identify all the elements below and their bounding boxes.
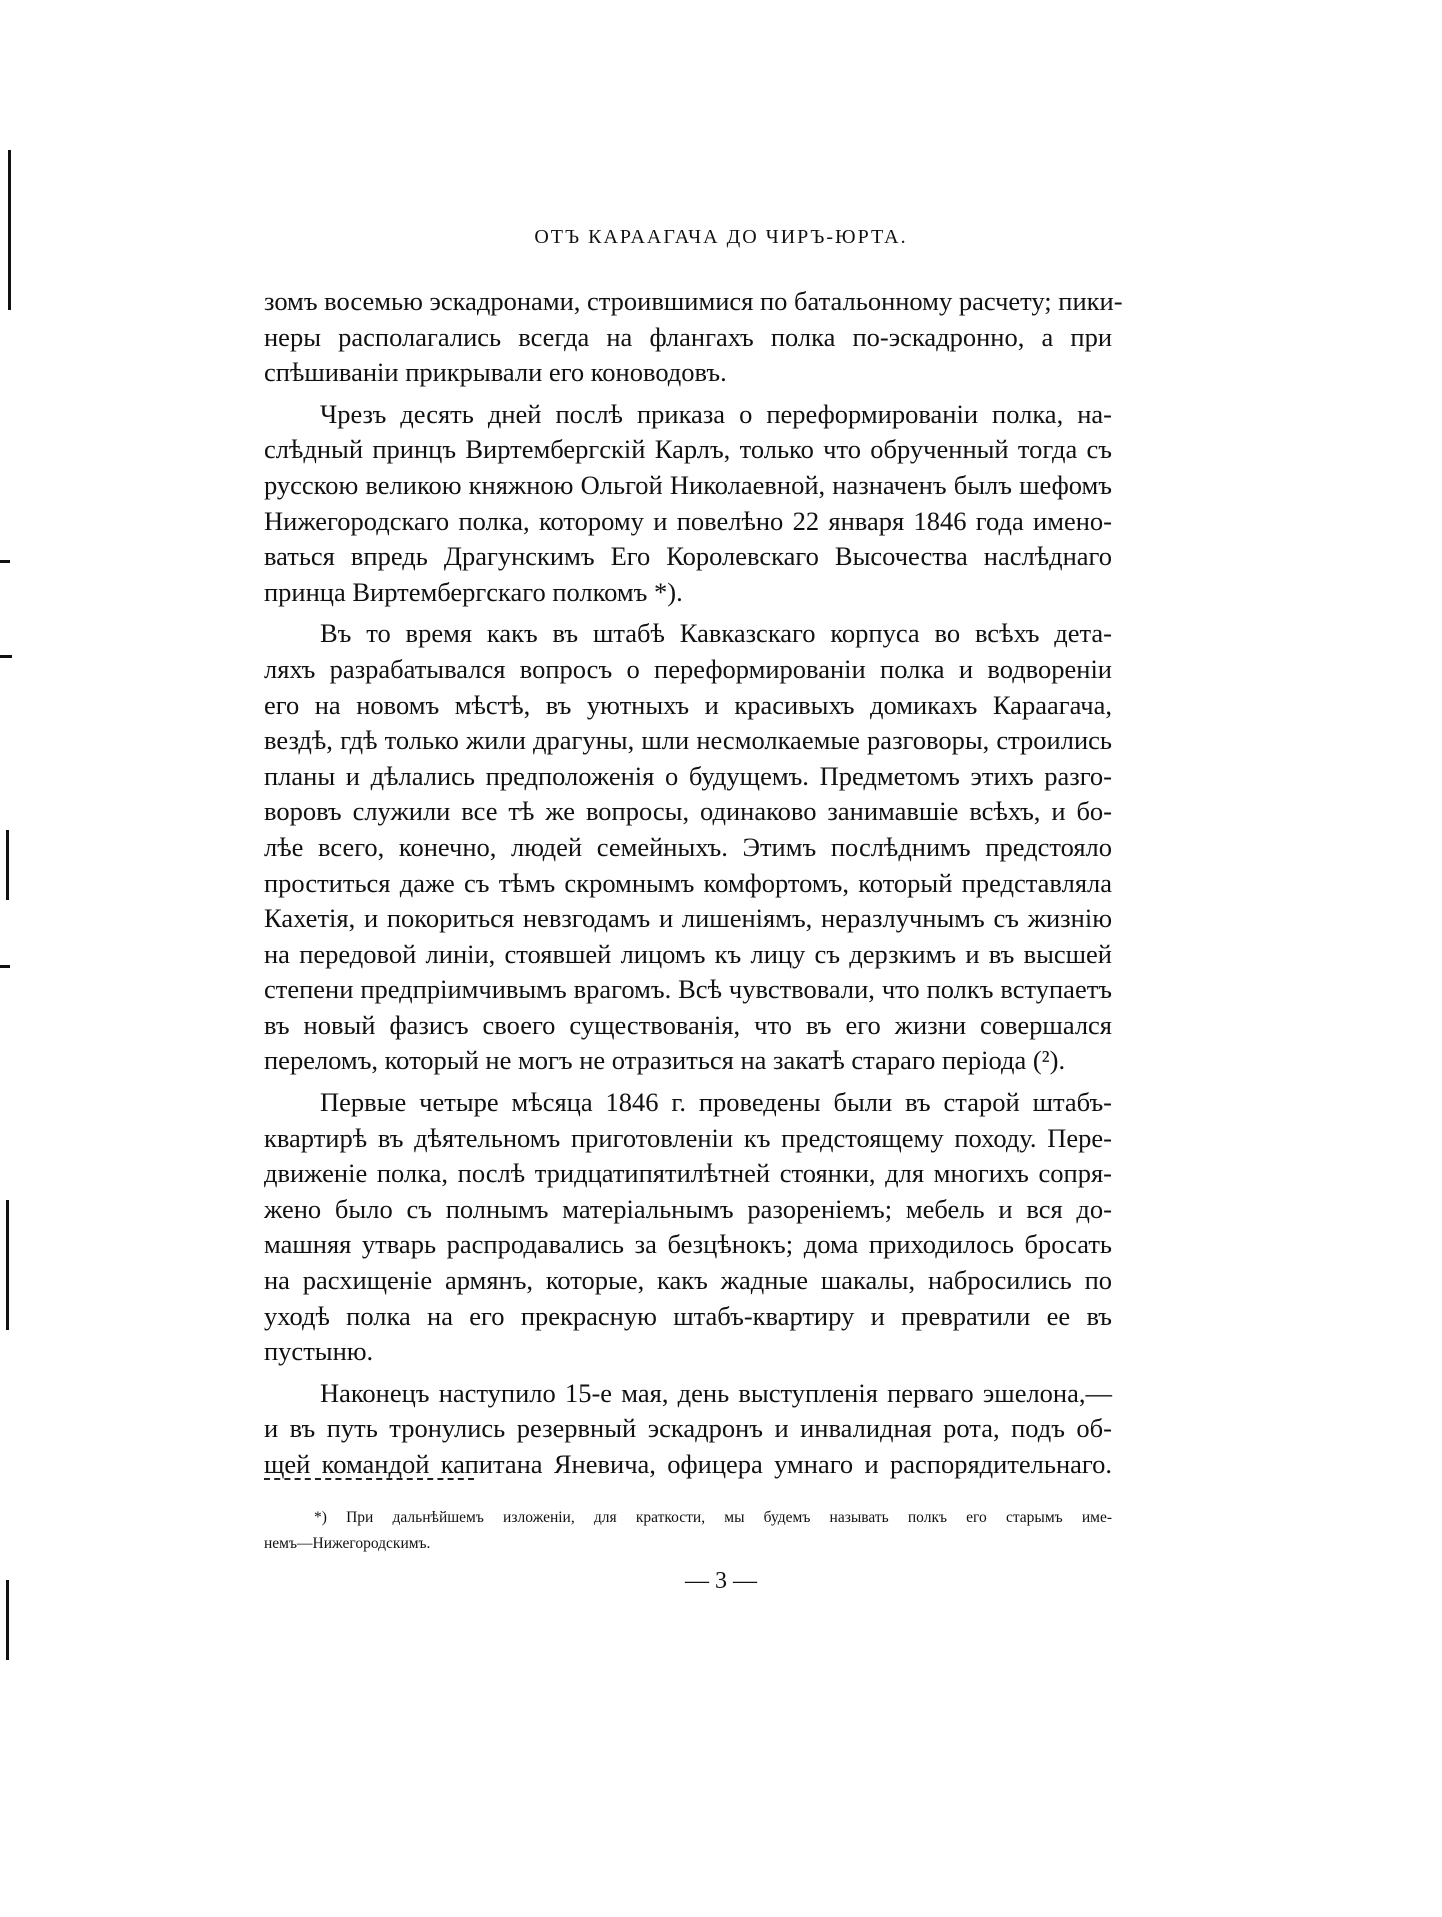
footnote-line: *) При дальнѣйшемъ изложеніи, для краткости, мы будемъ называть полкъ его старымъ име- bbox=[314, 1509, 1112, 1526]
paragraph bbox=[264, 616, 1112, 1079]
text-line: степени предпріимчивымъ врагомъ. Всѣ чувствовали, что полкъ вступаетъ bbox=[264, 974, 1112, 1005]
text-line: уходѣ полка на его прекрасную штабъ-квартиру и превратили ее въ bbox=[264, 1300, 1112, 1331]
text-line: русскою великою княжною Ольгой Николаевной, назначенъ былъ шефомъ bbox=[264, 469, 1112, 500]
footnote bbox=[264, 1505, 1112, 1557]
text-line: Кахетія, и покориться невзгодамъ и лишеніямъ, неразлучнымъ съ жизнію bbox=[264, 903, 1112, 934]
text-line: слѣдный принцъ Виртембергскій Карлъ, только что обрученный тогда съ bbox=[264, 434, 1112, 465]
paragraph bbox=[264, 397, 1112, 611]
footnote-line: немъ—Нижегородскимъ. bbox=[264, 1535, 431, 1552]
paragraph bbox=[264, 1085, 1112, 1370]
text-line: въ новый фазисъ своего существованія, что въ его жизни совершался bbox=[264, 1009, 1112, 1040]
text-line: Первые четыре мѣсяца 1846 г. проведены были въ старой штабъ- bbox=[320, 1087, 1112, 1118]
text-line: проститься даже съ тѣмъ скромнымъ комфортомъ, который представляла bbox=[264, 867, 1112, 898]
text-line: движеніе полка, послѣ тридцатипятилѣтней стоянки, для многихъ сопря- bbox=[264, 1158, 1112, 1189]
text-line: принца Виртембергскаго полкомъ *). bbox=[264, 576, 683, 607]
page-number-text: — 3 — bbox=[685, 1568, 757, 1594]
text-line: на расхищеніе армянъ, которые, какъ жадные шакалы, набросились по bbox=[264, 1265, 1112, 1296]
binding-edge-mark bbox=[0, 560, 10, 563]
text-line: машняя утварь распродавались за безцѣнокъ; дома приходилось бросать bbox=[264, 1229, 1112, 1260]
binding-edge-mark bbox=[0, 655, 12, 658]
running-head bbox=[0, 226, 1442, 249]
paragraph bbox=[264, 284, 1123, 391]
text-line: планы и дѣлались предположенія о будущемъ. Предметомъ этихъ разго- bbox=[264, 760, 1112, 791]
footnote-divider bbox=[264, 1478, 474, 1480]
text-line: спѣшиваніи прикрывали его коноводовъ. bbox=[264, 357, 727, 388]
text-line: его на новомъ мѣстѣ, въ уютныхъ и красивыхъ домикахъ Караагача, bbox=[264, 689, 1112, 720]
body-text bbox=[264, 284, 1123, 1483]
text-line: пустыню. bbox=[264, 1336, 374, 1367]
text-line: Въ то время какъ въ штабѣ Кавказскаго корпуса во всѣхъ дета- bbox=[320, 618, 1112, 649]
text-line: вездѣ, гдѣ только жили драгуны, шли несмолкаемые разговоры, строились bbox=[264, 725, 1112, 756]
text-line: зомъ восемью эскадронами, строившимися по батальонному расчету; пики- bbox=[264, 286, 1123, 316]
binding-edge-mark bbox=[0, 965, 10, 968]
text-line: ваться впредь Драгунскимъ Его Королевскаго Высочества наслѣднаго bbox=[264, 541, 1112, 572]
text-line: ляхъ разрабатывался вопросъ о переформированіи полка и водвореніи bbox=[264, 653, 1112, 684]
text-line: неры располагались всегда на флангахъ полка по-эскадронно, а при bbox=[264, 321, 1112, 352]
text-line: щей командой капитана Яневича, офицера умнаго и распорядительнаго. bbox=[264, 1449, 1112, 1479]
text-line: на передовой линіи, стоявшей лицомъ къ лицу съ дерзкимъ и въ высшей bbox=[264, 938, 1112, 969]
text-line: Нижегородскаго полка, которому и повелѣно 22 января 1846 года имено- bbox=[264, 505, 1112, 536]
running-title: ОТЪ КАРААГАЧА ДО ЧИРЪ-ЮРТА. bbox=[534, 226, 908, 248]
binding-edge-mark bbox=[6, 1200, 9, 1330]
text-line: воровъ служили все тѣ же вопросы, одинаково занимавшіе всѣхъ, и бо- bbox=[264, 796, 1112, 827]
binding-edge-mark bbox=[6, 830, 9, 900]
text-line: квартирѣ въ дѣятельномъ приготовленіи къ предстоящему походу. Пере- bbox=[264, 1122, 1112, 1153]
text-line: переломъ, который не могъ не отразиться на закатѣ стараго періода (²). bbox=[264, 1045, 1066, 1076]
paragraph bbox=[264, 1376, 1112, 1483]
text-line: лѣе всего, конечно, людей семейныхъ. Этимъ послѣднимъ предстояло bbox=[264, 831, 1112, 862]
text-line: Наконецъ наступило 15-е мая, день выступленія перваго эшелона,— bbox=[320, 1377, 1112, 1408]
text-line: и въ путь тронулись резервный эскадронъ и инвалидная рота, подъ об- bbox=[264, 1413, 1112, 1444]
page-number bbox=[0, 1568, 1442, 1595]
text-line: Чрезъ десять дней послѣ приказа о переформированіи полка, на- bbox=[320, 398, 1112, 429]
text-line: жено было съ полнымъ матеріальнымъ разореніемъ; мебель и вся до- bbox=[264, 1193, 1112, 1224]
